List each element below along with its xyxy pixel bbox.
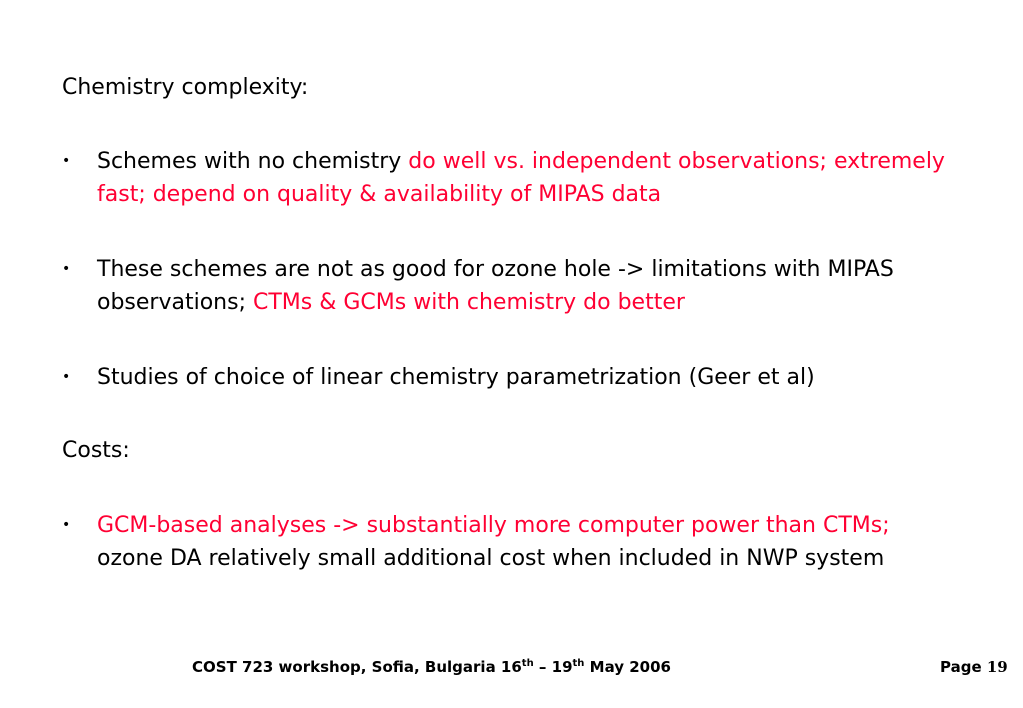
bullet-dot-icon: • (62, 369, 71, 385)
bullet-text-red: GCM-based analyses -> substantially more computer power than CTMs; (97, 513, 890, 538)
bullet-text-red: CTMs & GCMs with chemistry do better (252, 290, 685, 315)
footer-dash: – 19 (533, 658, 573, 676)
footer-page (940, 656, 1008, 678)
bullet-dot-icon: • (62, 153, 71, 169)
footer-workshop (192, 656, 671, 678)
bullet-text (97, 509, 977, 575)
footer-sup-end: th (572, 658, 585, 669)
bullet-text-black: ozone DA relatively small additional cost when included in NWP system (97, 546, 885, 571)
bullet-text (97, 253, 977, 319)
page-label: Page (940, 658, 987, 676)
bullet-text (97, 145, 977, 211)
bullet-text-black: These schemes are not as good for ozone hole -> limitations with MIPAS observations; (97, 257, 894, 315)
footer-suffix: May 2006 (584, 658, 671, 676)
bullet-text-black: Studies of choice of linear chemistry parametrization (Geer et al) (97, 365, 815, 390)
page-number: 19 (986, 658, 1008, 676)
bullet-text-black: Schemes with no chemistry (97, 149, 409, 174)
bullet-text-red: do well vs. independent observations; extremely fast; depend on quality & availability of MIPAS data (97, 149, 945, 207)
bullet-dot-icon: • (62, 517, 71, 533)
bullet-dot-icon: • (62, 261, 71, 277)
heading-costs: Costs: (62, 438, 130, 463)
bullet-text (97, 361, 977, 394)
heading-chemistry-complexity: Chemistry complexity: (62, 75, 309, 100)
footer-workshop-prefix: COST 723 workshop, Sofia, Bulgaria 16 (192, 658, 522, 676)
footer-sup-start: th (521, 658, 534, 669)
